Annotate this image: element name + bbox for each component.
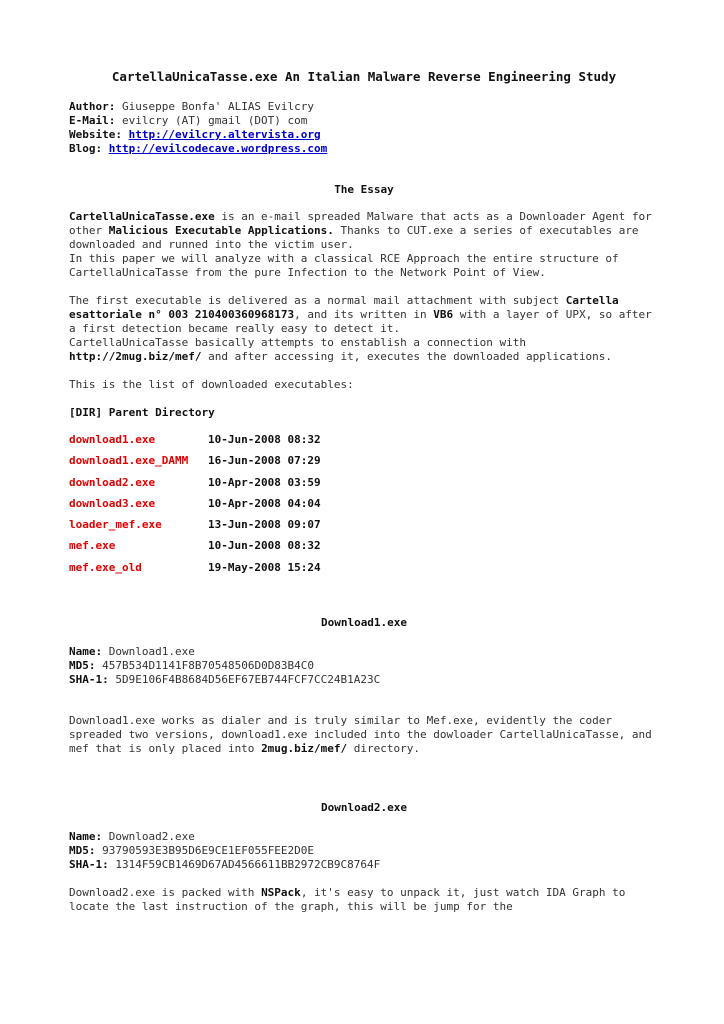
website-line [69, 128, 659, 142]
download2-name-line [69, 830, 659, 844]
md5-label: MD5: [69, 659, 96, 673]
essay-p2-text-2: , and its written in [294, 308, 434, 321]
author-value: Giuseppe Bonfa' ALIAS Evilcry [121, 100, 315, 113]
file-listing [69, 433, 659, 582]
download1-name-line [69, 645, 659, 659]
essay-p2-text-4: CartellaUnicaTasse basically attempts to enstablish a connection with [69, 336, 526, 349]
file-row [69, 433, 659, 454]
email-value: evilcry (AT) gmail (DOT) com [121, 114, 308, 127]
blog-link[interactable]: http://evilcodecave.wordpress.com [108, 142, 328, 155]
name-label: Name: [69, 830, 103, 844]
file-name: mef.exe [69, 539, 116, 553]
file-name: download2.exe [69, 475, 156, 489]
file-name: mef.exe_old [69, 560, 142, 574]
file-date: 19-May-2008 15:24 [208, 560, 321, 574]
essay-heading: The Essay [334, 183, 394, 196]
author-label: Author: [69, 100, 116, 113]
essay-paragraph-2 [69, 294, 659, 364]
essay-p1-text-1: is an e-mail spreaded Malware that acts as a Downloader Agent for other [69, 210, 652, 237]
essay-p2-bold-3: http://2mug.biz/mef/ [69, 350, 202, 363]
name-label: Name: [69, 645, 103, 659]
essay-p2-bold-1: Cartella esattoriale n° 003 210400360968173 [69, 294, 619, 321]
download2-md5-line [69, 844, 659, 858]
download1-text-1: Download1.exe works as dialer and is truly similar to Mef.exe, evidently the coder spreaded two versions, download1.exe included into the dowloader CartellaUnicaTasse, and mef that is only placed into [69, 714, 652, 756]
author-line [69, 100, 659, 114]
file-name: loader_mef.exe [69, 518, 162, 532]
document-page [69, 68, 659, 914]
download2-text-2: , it's easy to unpack it, just watch IDA Graph to locate the last instruction of the graph, this will be jump for the [69, 886, 626, 914]
download2-bold-1: NSPack [261, 886, 301, 900]
sha1-label: SHA-1: [69, 858, 109, 872]
email-label: E-Mail: [69, 114, 116, 127]
website-link[interactable]: http://evilcry.altervista.org [128, 128, 321, 141]
essay-p1-text-3: In this paper we will analyze with a classical RCE Approach the entire structure of CartellaUnicaTasse from the pure Infection to the Network Point of View. [69, 252, 619, 279]
parent-directory-heading: [DIR] Parent Directory [69, 406, 215, 419]
author-block [69, 100, 659, 156]
website-label: Website: [69, 128, 122, 141]
file-name: download1.exe [69, 433, 156, 446]
document-title: CartellaUnicaTasse.exe An Italian Malware Reverse Engineering Study [111, 69, 617, 84]
file-date: 16-Jun-2008 07:29 [208, 454, 321, 468]
file-row [69, 539, 659, 560]
blog-line [69, 142, 659, 156]
blog-label: Blog: [69, 142, 103, 155]
download1-sha1-line [69, 673, 659, 687]
file-date: 13-Jun-2008 09:07 [208, 518, 321, 532]
file-name: download3.exe [69, 496, 156, 510]
download2-paragraph [69, 886, 659, 914]
file-date: 10-Apr-2008 04:04 [208, 496, 321, 510]
sha1-label: SHA-1: [69, 673, 109, 687]
file-row [69, 518, 659, 539]
md5-label: MD5: [69, 844, 96, 858]
download1-bold-1: 2mug.biz/mef/ [261, 742, 348, 756]
essay-p2-bold-2: VB6 [433, 308, 454, 321]
download2-heading: Download2.exe [320, 801, 408, 815]
sha1-value: 1314F59CB1469D67AD4566611BB2972CB9C8764F [115, 858, 381, 872]
file-row [69, 454, 659, 475]
download1-hash-block [69, 645, 659, 687]
essay-paragraph-1 [69, 210, 659, 280]
essay-paragraph-3: This is the list of downloaded executables: [69, 378, 354, 391]
sha1-value: 5D9E106F4B8684D56EF67EB744FCF7CC24B1A23C [115, 673, 381, 687]
name-value: Download2.exe [108, 830, 195, 844]
name-value: Download1.exe [108, 645, 195, 659]
essay-p1-bold-1: CartellaUnicaTasse.exe [69, 210, 215, 223]
file-row [69, 476, 659, 497]
download1-paragraph [69, 714, 659, 756]
download2-sha1-line [69, 858, 659, 872]
essay-p2-text-5: and after accessing it, executes the downloaded applications. [201, 350, 613, 363]
file-row [69, 497, 659, 518]
file-date: 10-Jun-2008 08:32 [208, 433, 321, 446]
email-line [69, 114, 659, 128]
md5-value: 93790593E3B95D6E9CE1EF055FEE2D0E [102, 844, 315, 858]
download2-hash-block [69, 830, 659, 872]
essay-p2-text-3: with a layer of UPX, so after a first detection became really easy to detect it. [69, 308, 652, 335]
download2-text-1: Download2.exe is packed with [69, 886, 262, 900]
file-date: 10-Apr-2008 03:59 [208, 475, 321, 489]
download1-heading: Download1.exe [320, 616, 408, 630]
file-name: download1.exe_DAMM [69, 454, 189, 468]
essay-p1-text-2: Thanks to CUT.exe a series of executables are downloaded and runned into the victim user. [69, 224, 639, 251]
download1-md5-line [69, 659, 659, 673]
essay-p1-bold-2: Malicious Executable Applications. [108, 224, 334, 237]
md5-value: 457B534D1141F8B70548506D0D83B4C0 [102, 659, 315, 673]
file-date: 10-Jun-2008 08:32 [208, 539, 321, 553]
file-row [69, 561, 659, 582]
download1-text-2: directory. [347, 742, 421, 756]
essay-p2-text-1: The first executable is delivered as a normal mail attachment with subject [69, 294, 566, 307]
